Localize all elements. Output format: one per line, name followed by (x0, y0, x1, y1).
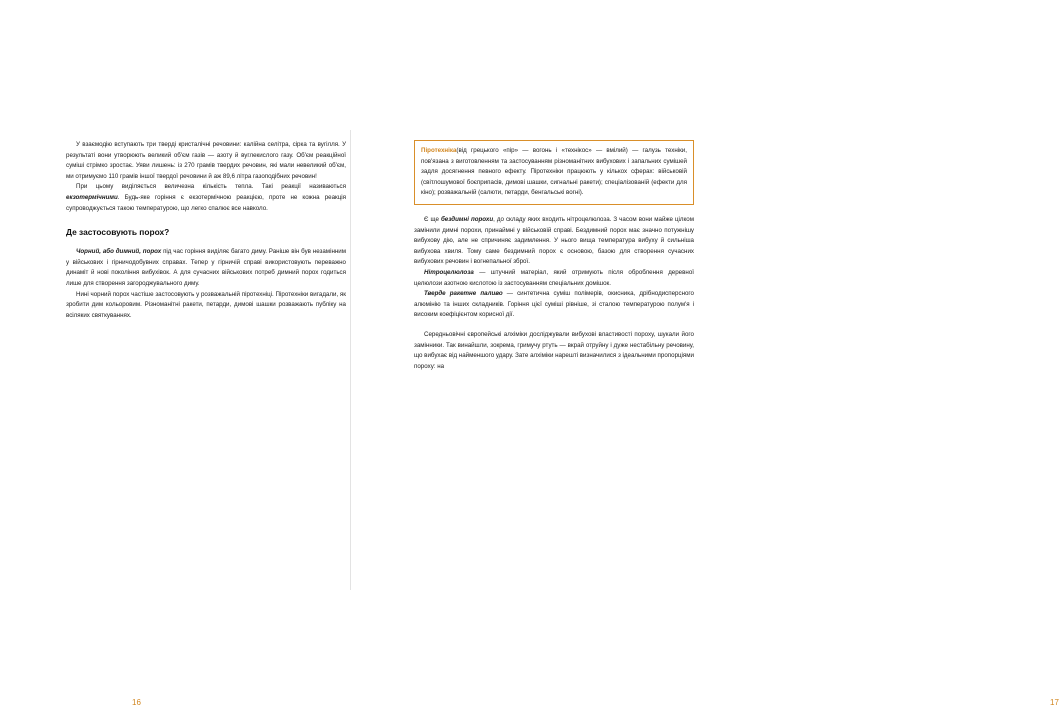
emphasis-term: бездимні порохи (440, 215, 494, 223)
paragraph: Нині чорний порох частіше застосовують у розважальній піротехніці. Піротехніки вигадали, як зробити дим кольоровим. Різноманітні ракети, петарди, димові шашки розважають публіку на всіляких святкуваннях. (66, 290, 346, 319)
paragraph: Є ще бездимні порохи, до складу яких входить нітроцелюлоза. З часом вони майже цілком замінили димні порохи, принаймні у військовій справі. Бездимний порох має значно потужнішу вибухову дію, але не спричиняє задимлення. У нього вища температура вибуху й сильніша вибухова хвиля. Тому саме бездимний порох є основою, базою для створення сучасних вибухових речовин і вогнепальної зброї. (414, 215, 695, 266)
paragraph: Чорний, або димний, порох під час горіння виділяє багато диму. Раніше він був незамінним у військових і гірничодобувних справах. Тепер у гірничій справі використовують переважно динаміт й нові покоління вибухівок. А для сучасних військових потреб димний порох годиться лише для створення загороджувального диму. (66, 248, 346, 287)
paragraph: При цьому виділяється величезна кількість тепла. Такі реакції називаються екзотермічними. Будь-яке горіння є екзотермічною реакцією, проте не кожна реакція супроводжується такою температурою, що легко спалює все навколо. (66, 183, 346, 212)
page-number-right: 17 (1050, 698, 1059, 707)
right-page-text-column (414, 140, 694, 372)
left-page-text-column (66, 140, 346, 321)
definition-callout-box (414, 140, 694, 205)
right-page (414, 140, 1059, 707)
section-heading: Де застосовують порох? (66, 227, 170, 238)
paragraph: У взаємодію вступають три тверді кристалічні речовини: калійна селітра, сірка та вугілля. У результаті вони утворюють великий об'єм газів — азоту й вуглекислого газу. Об'єм реакційної суміші стрімко зростає. Уяви лишень: із 270 грамів твердих речовин, які мали невеликий об'єм, ми отримуємо 110 грамів іншої твердої речовини й аж 89,6 літра газоподібних речовин! (66, 141, 346, 180)
paragraph: Середньовічні європейські алхіміки досліджували вибухові властивості пороху, шукали його замінники. Так винайшли, зокрема, гримучу ртуть — вкрай отруйну і дуже нестабільну речовину, що вибухає від найменшого удару. Зате алхіміки нарешті визначилися з ідеальними пропорціями пороху: на (414, 330, 694, 370)
emphasis-term: екзотермічними (66, 193, 118, 201)
callout-text (421, 146, 687, 199)
spread-gutter-divider (350, 130, 351, 590)
callout-term: Піротехніка (421, 147, 457, 154)
emphasis-term: Нітроцелюлоза (424, 268, 474, 276)
page-number-left: 16 (132, 698, 141, 707)
callout-body: (від грецького «пір» — вогонь і «технікос» — вмілий) — галузь техніки, пов'язана з виготовленням та застосуванням різноманітних вибухових і запальних сумішей задля досягнення певного ефекту. Піротехніки працюють у кількох сферах: військовій (світлошумової боєприпасів, димові шашки, сигнальні ракети); спеціалізованій (ефекти для кіно); розважальній (салюти, петарди, бенгальські вогні). (421, 147, 687, 197)
emphasis-term: Тверде ракетне паливо (424, 290, 503, 298)
left-page (66, 140, 346, 707)
paragraph-spacer (414, 321, 694, 330)
lead-in-term: Чорний, або димний, порох (76, 248, 162, 256)
paragraph: Нітроцелюлоза — штучний матеріал, який отримують після оброблення деревної целюлози азотною кислотою із застосуванням спеціальних домішок. (414, 268, 694, 287)
paragraph: Тверде ракетне паливо — синтетична суміш полімерів, окисника, дрібнодисперсного алюмінію та інших складників. Горіння цієї суміші рівніше, зі сталою температурою полум'я і високим коефіцієнтом корисної дії. (414, 290, 694, 319)
